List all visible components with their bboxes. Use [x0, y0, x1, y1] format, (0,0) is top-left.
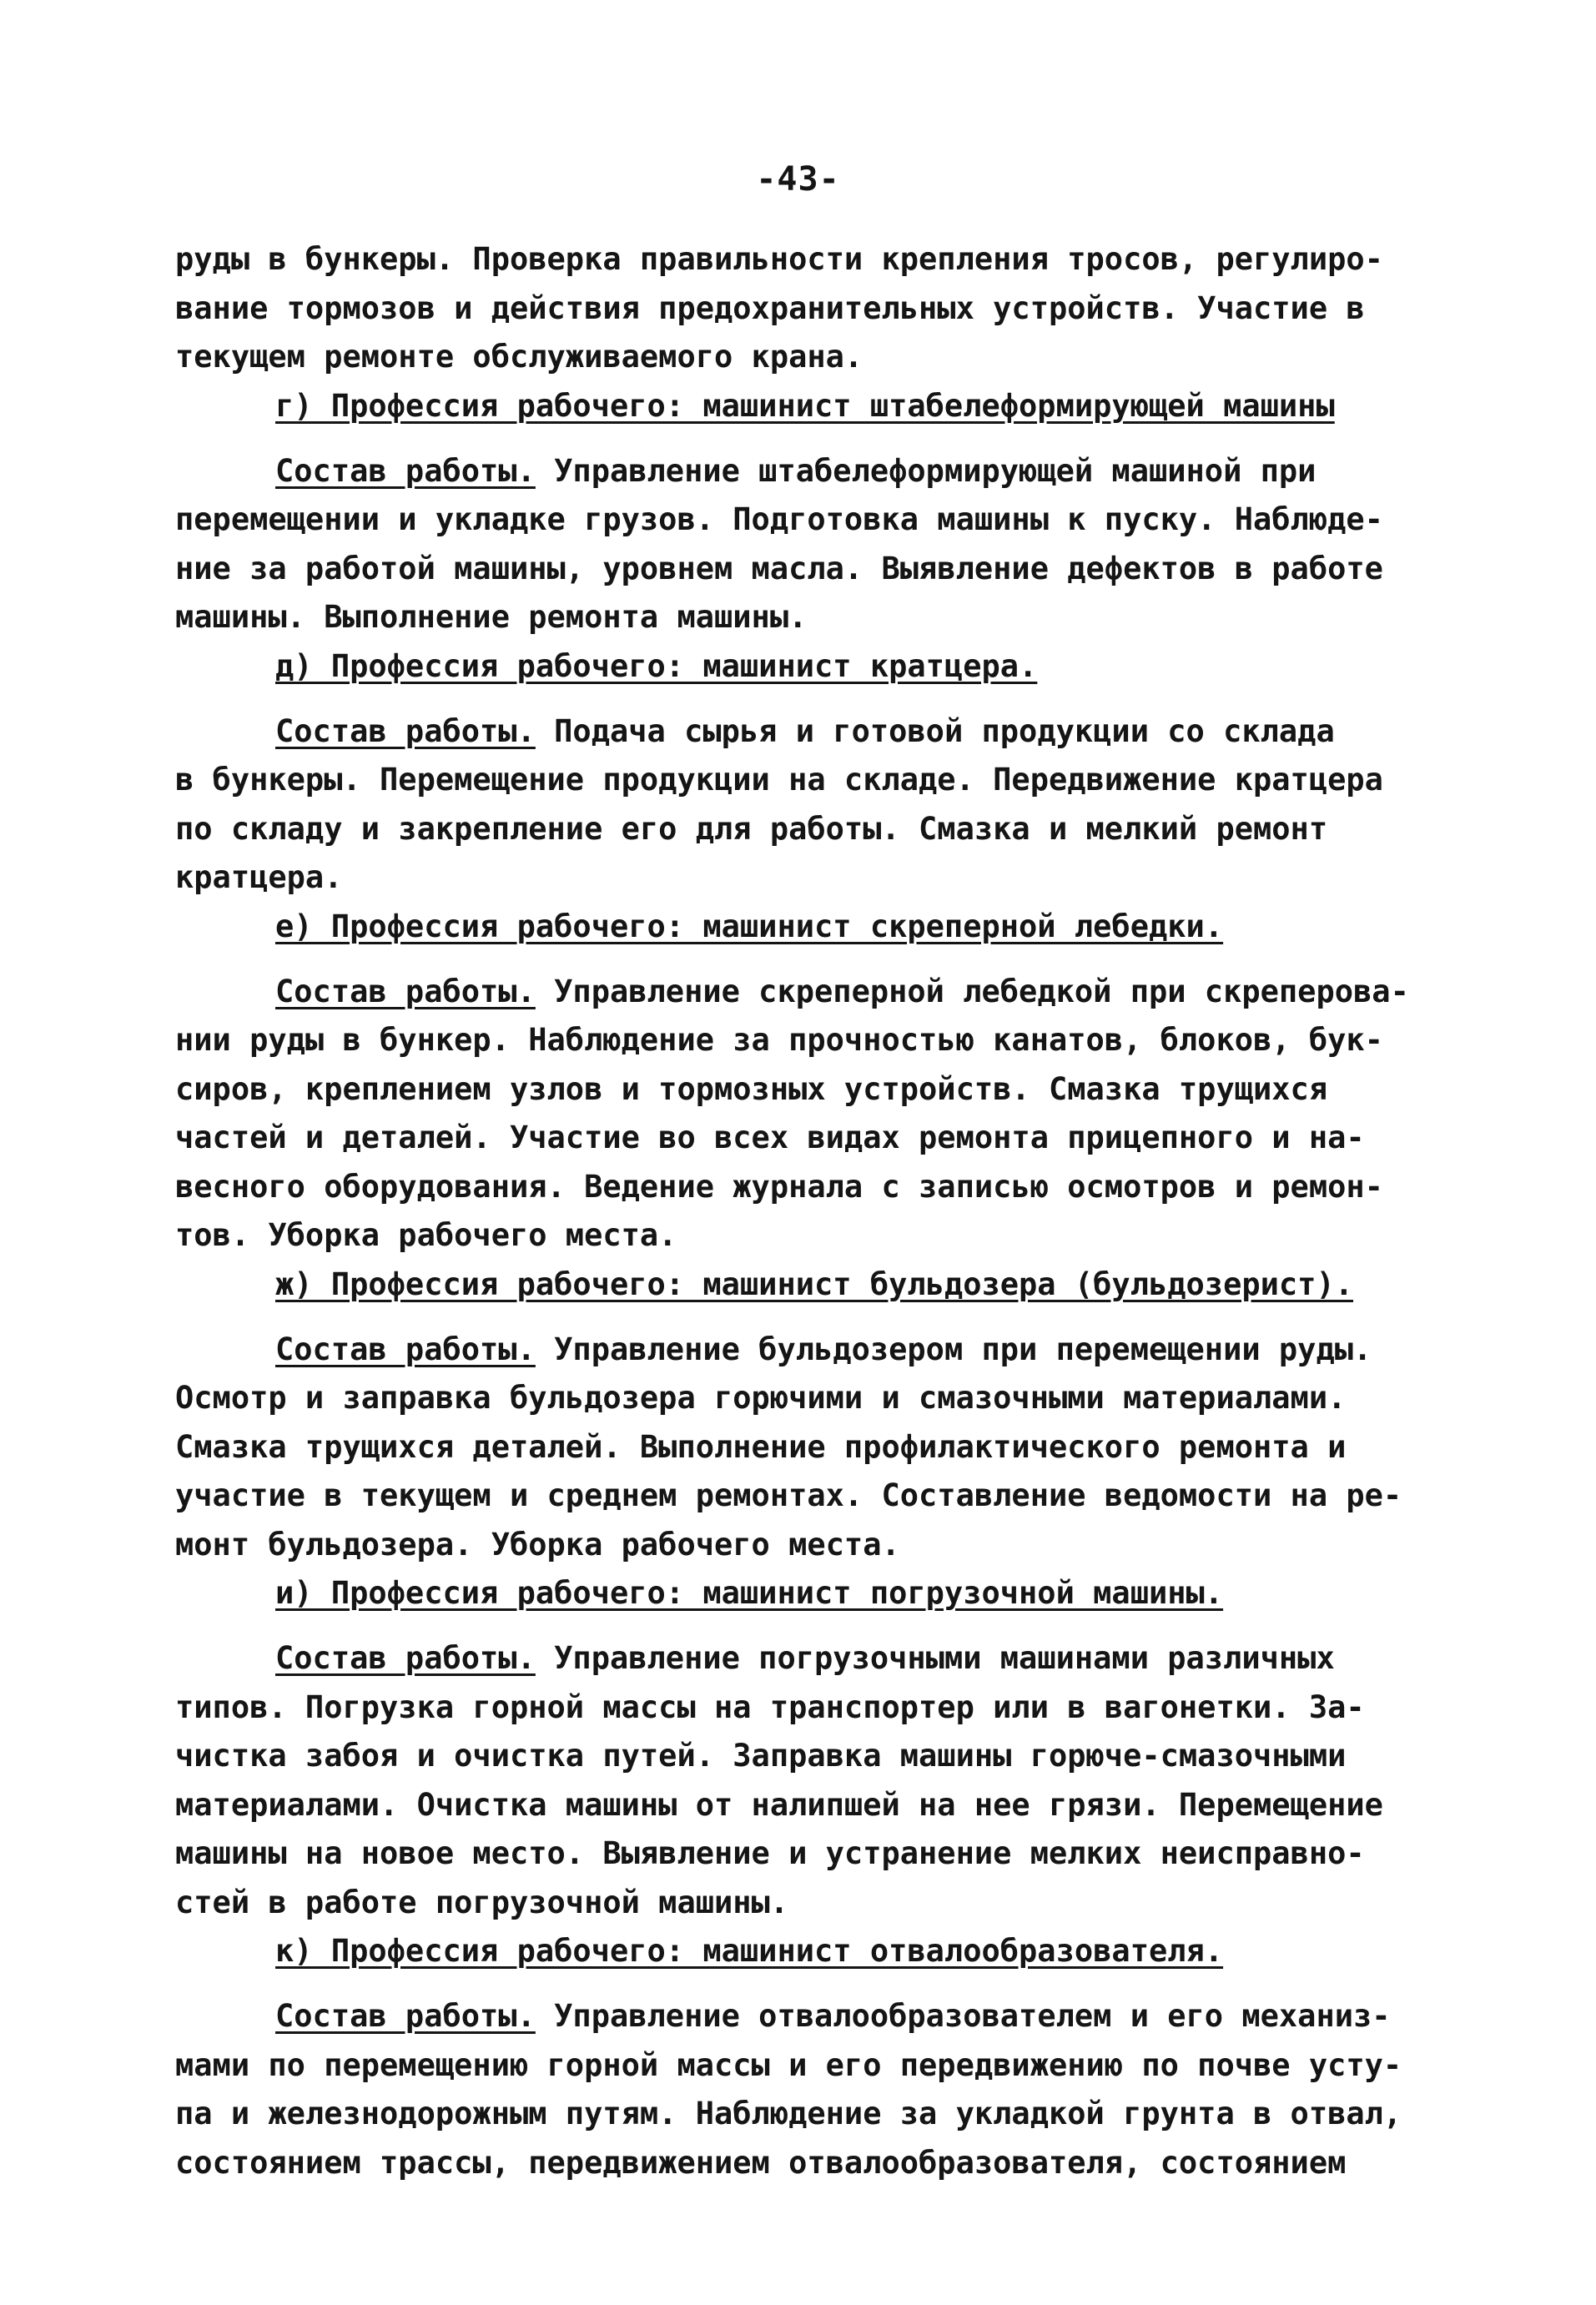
- paragraph-label: Состав работы.: [275, 973, 536, 1009]
- heading-gap: [175, 956, 1477, 968]
- text-line: руды в бункеры. Проверка правильности крепления тросов, регулиро-: [175, 241, 1383, 277]
- text-line: кратцера.: [175, 859, 343, 895]
- text-line: стей в работе погрузочной машины.: [175, 1884, 789, 1920]
- paragraph-first-line: [175, 1634, 1477, 1683]
- text-line: чистка забоя и очистка путей. Заправка машины горюче-смазочными: [175, 1738, 1347, 1774]
- heading-gap: [175, 435, 1477, 447]
- page-number: -43-: [756, 160, 840, 199]
- paragraph-label: Состав работы.: [275, 712, 536, 749]
- section-heading-row: [175, 1569, 1477, 1623]
- text-line: материалами. Очистка машины от налипшей на нее грязи. Перемещение: [175, 1786, 1383, 1823]
- section-heading-row: [175, 642, 1477, 696]
- text-line: па и железнодорожным путям. Наблюдение за укладкой грунта в отвал,: [175, 2096, 1402, 2131]
- paragraph-label: Состав работы.: [275, 1998, 536, 2034]
- paragraph-first-text: Управление погрузочными машинами различных: [535, 1640, 1335, 1676]
- paragraph-first-text: Управление штабелеформирующей машиной при: [535, 452, 1317, 489]
- paragraph-first-text: Управление скреперной лебедкой при скреперова-: [535, 973, 1409, 1009]
- text-line: нии руды в бункер. Наблюдение за прочностью канатов, блоков, бук-: [175, 1022, 1383, 1058]
- paragraph-label: Состав работы.: [275, 1331, 536, 1367]
- paragraph-first-line: [175, 707, 1477, 757]
- paragraph-first-line: [175, 1326, 1477, 1375]
- heading-gap: [175, 1314, 1477, 1326]
- text-line: машины на новое место. Выявление и устранение мелких неисправно-: [175, 1835, 1365, 1871]
- text-line: машины. Выполнение ремонта машины.: [175, 599, 808, 635]
- section-heading: г) Профессия рабочего: машинист штабелеформирующей машины: [275, 387, 1335, 424]
- section-heading: е) Профессия рабочего: машинист скреперной лебедки.: [275, 908, 1224, 944]
- paragraph-label: Состав работы.: [275, 452, 536, 489]
- paragraph-first-line: [175, 968, 1477, 1017]
- text-line: частей и деталей. Участие во всех видах ремонта прицепного и на-: [175, 1120, 1365, 1155]
- section-heading-row: [175, 1927, 1477, 1980]
- text-line: весного оборудования. Ведение журнала с записью осмотров и ремон-: [175, 1168, 1383, 1205]
- document-body: [175, 235, 1477, 2187]
- section-heading-row: [175, 382, 1477, 435]
- text-line: Смазка трущихся деталей. Выполнение профилактического ремонта и: [175, 1428, 1347, 1465]
- text-line: в бункеры. Перемещение продукции на складе. Передвижение кратцера: [175, 762, 1383, 798]
- text-line: текущем ремонте обслуживаемого крана.: [175, 339, 863, 375]
- section-heading: к) Профессия рабочего: машинист отвалообразователя.: [275, 1933, 1224, 1969]
- text-line: участие в текущем и среднем ремонтах. Составление ведомости на ре-: [175, 1477, 1402, 1513]
- text-line: типов. Погрузка горной массы на транспортер или в вагонетки. За-: [175, 1688, 1365, 1725]
- heading-gap: [175, 696, 1477, 707]
- text-line: монт бульдозера. Уборка рабочего места.: [175, 1526, 900, 1563]
- paragraph-label: Состав работы.: [275, 1640, 536, 1676]
- text-line: вание тормозов и действия предохранительных устройств. Участие в: [175, 289, 1365, 326]
- section-heading-row: [175, 1261, 1477, 1314]
- paragraph-first-text: Подача сырья и готовой продукции со склада: [535, 712, 1335, 749]
- text-line: ние за работой машины, уровнем масла. Выявление дефектов в работе: [175, 550, 1383, 586]
- paragraph-first-line: [175, 1992, 1477, 2041]
- section-heading: д) Профессия рабочего: машинист кратцера.: [275, 647, 1038, 684]
- paragraph-first-line: [175, 447, 1477, 496]
- text-line: перемещении и укладке грузов. Подготовка машины к пуску. Наблюде-: [175, 501, 1383, 537]
- section-heading: и) Профессия рабочего: машинист погрузочной машины.: [275, 1575, 1224, 1611]
- paragraph-first-text: Управление бульдозером при перемещении руды.: [535, 1331, 1372, 1367]
- heading-gap: [175, 1623, 1477, 1634]
- text-line: сиров, креплением узлов и тормозных устройств. Смазка трущихся: [175, 1070, 1328, 1107]
- text-line: мами по перемещению горной массы и его передвижению по почве усту-: [175, 2046, 1402, 2083]
- text-line: состоянием трассы, передвижением отвалообразователя, состоянием: [175, 2144, 1347, 2181]
- section-heading-row: [175, 903, 1477, 956]
- text-line: Осмотр и заправка бульдозера горючими и смазочными материалами.: [175, 1380, 1347, 1416]
- text-line: по складу и закрепление его для работы. Смазка и мелкий ремонт: [175, 810, 1328, 847]
- heading-gap: [175, 1980, 1477, 1992]
- text-line: тов. Уборка рабочего места.: [175, 1217, 677, 1253]
- section-heading: ж) Профессия рабочего: машинист бульдозера (бульдозерист).: [275, 1266, 1354, 1302]
- paragraph-first-text: Управление отвалообразователем и его механиз-: [535, 1998, 1391, 2034]
